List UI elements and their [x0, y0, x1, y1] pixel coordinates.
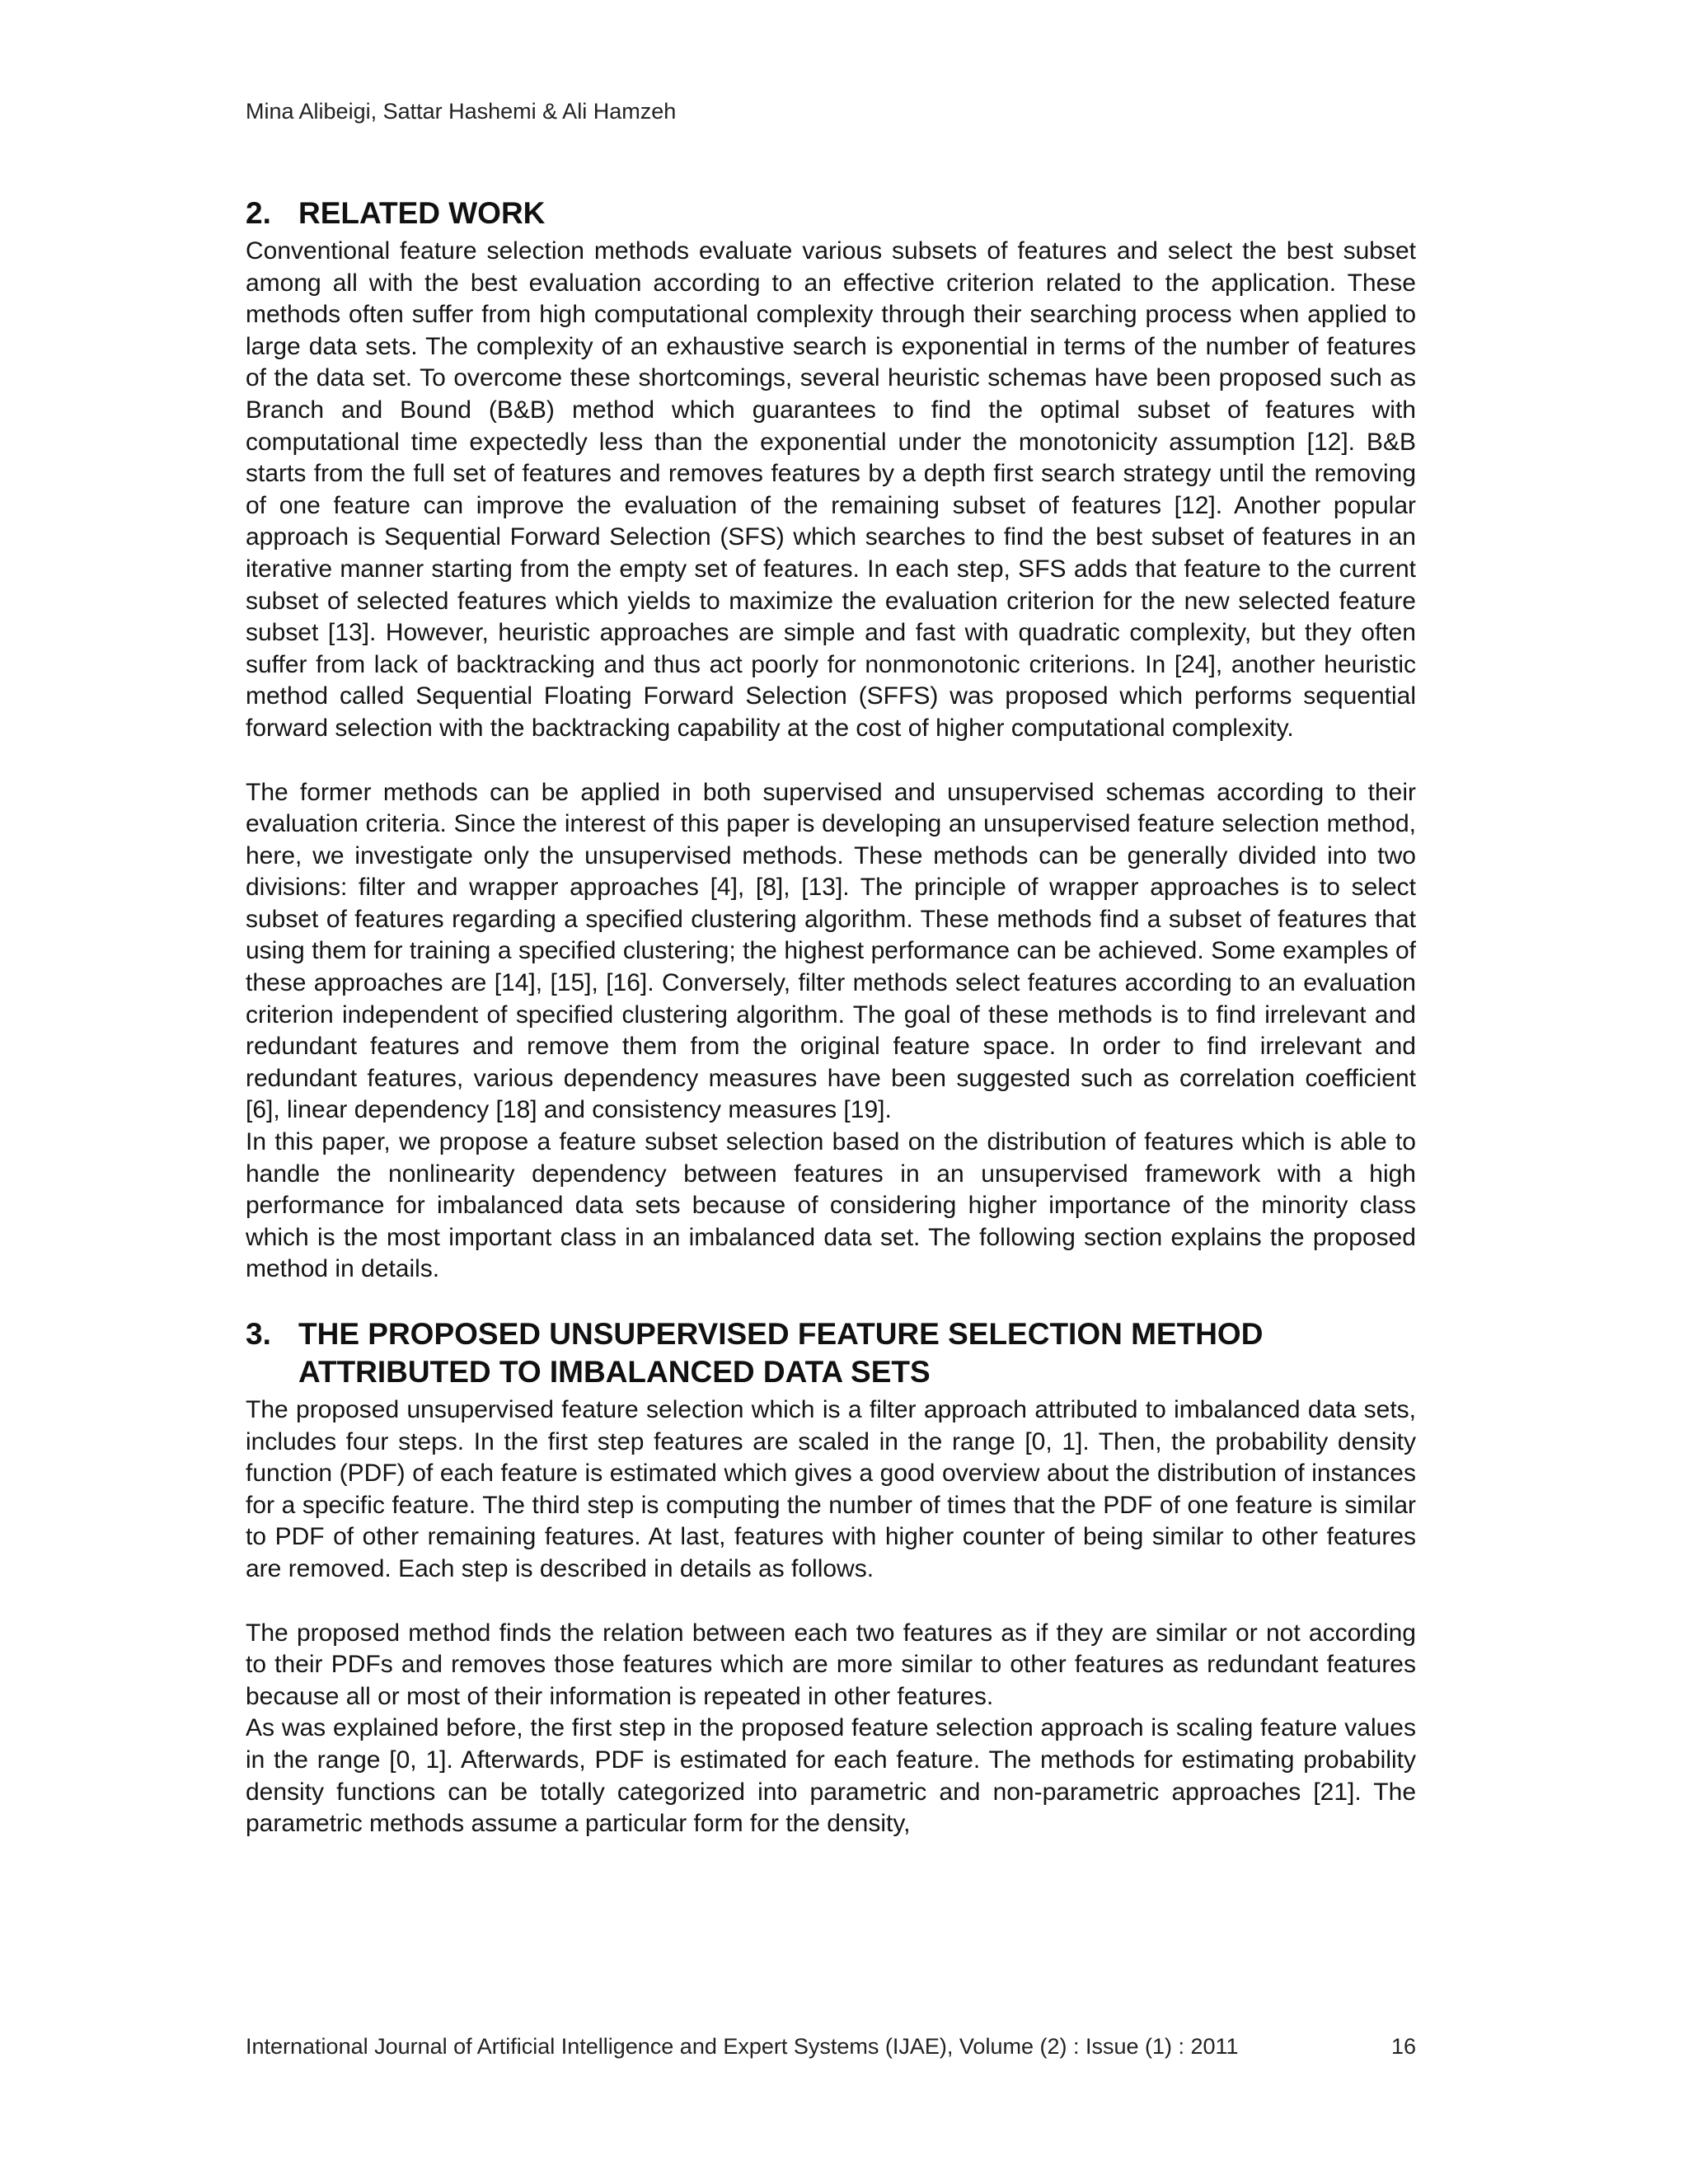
footer-journal-citation: International Journal of Artificial Intelligence and Expert Systems (IJAE), Volume (2) : Issue (1) : 2011 [246, 2034, 1239, 2059]
section-3-title-line-1: THE PROPOSED UNSUPERVISED FEATURE SELECTION METHOD [298, 1317, 1264, 1351]
section-2-paragraph-2: The former methods can be applied in both supervised and unsupervised schemas according to their evaluation criteria. Since the interest of this paper is developing an unsupervised feature selection method, here, we investigate only the unsupervised methods. These methods can be generally divided into two divisions: filter and wrapper approaches [4], [8], [13]. The principle of wrapper approaches is to select subset of features regarding a specified clustering algorithm. These methods find a subset of features that using them for training a specified clustering; the highest performance can be achieved. Some examples of these approaches are [14], [15], [16]. Conversely, filter methods select features according to an evaluation criterion independent of specified clustering algorithm. The goal of these methods is to find irrelevant and redundant features and remove them from the original feature space. In order to find irrelevant and redundant features, various dependency measures have been suggested such as correlation coefficient [6], linear dependency [18] and consistency measures [19]. [246, 778, 1416, 1124]
section-3-heading [246, 1315, 1416, 1391]
footer-page-number: 16 [1390, 2034, 1416, 2059]
section-2-paragraph-3: In this paper, we propose a feature subset selection based on the distribution of features which is able to handle the nonlinearity dependency between features in an unsupervised framework with a high performance for imbalanced data sets because of considering higher importance of the minority class which is the most important class in an imbalanced data set. The following section explains the proposed method in details. [246, 1128, 1416, 1283]
section-2-paragraph-1: Conventional feature selection methods evaluate various subsets of features and select the best subset among all with the best evaluation according to an effective criterion related to the application. These methods often suffer from high computational complexity through their searching process when applied to large data sets. The complexity of an exhaustive search is exponential in terms of the number of features of the data set. To overcome these shortcomings, several heuristic schemas have been proposed such as Branch and Bound (B&B) method which guarantees to find the optimal subset of features with computational time expectedly less than the exponential under the monotonicity assumption [12]. B&B starts from the full set of features and removes features by a depth first search strategy until the removing of one feature can improve the evaluation of the remaining subset of features [12]. Another popular approach is Sequential Forward Selection (SFS) which searches to find the best subset of features in an iterative manner starting from the empty set of features. In each step, SFS adds that feature to the current subset of selected features which yields to maximize the evaluation criterion for the new selected feature subset [13]. However, heuristic approaches are simple and fast with quadratic complexity, but they often suffer from lack of backtracking and thus act poorly for nonmonotonic criterions. In [24], another heuristic method called Sequential Floating Forward Selection (SFFS) was proposed which performs sequential forward selection with the backtracking capability at the cost of higher computational complexity. [246, 237, 1416, 742]
section-3-title [298, 1315, 1416, 1391]
section-2-number: 2. [246, 196, 271, 230]
section-2-heading [246, 194, 1416, 232]
page-footer [246, 2032, 1416, 2060]
section-3-title-line-2: ATTRIBUTED TO IMBALANCED DATA SETS [298, 1355, 931, 1389]
section-3-paragraph-1: The proposed unsupervised feature selection which is a filter approach attributed to imbalanced data sets, includes four steps. In the first step features are scaled in the range [0, 1]. Then, the probability density function (PDF) of each feature is estimated which gives a good overview about the distribution of instances for a specific feature. The third step is computing the number of times that the PDF of one feature is similar to PDF of other remaining features. At last, features with higher counter of being similar to other features are removed. Each step is described in details as follows. [246, 1396, 1416, 1582]
section-3-paragraph-2: The proposed method finds the relation between each two features as if they are similar or not according to their PDFs and removes those features which are more similar to other features as redundant features because all or most of their information is repeated in other features. [246, 1619, 1416, 1710]
section-3-paragraph-3: As was explained before, the first step in the proposed feature selection approach is scaling feature values in the range [0, 1]. Afterwards, PDF is estimated for each feature. The methods for estimating probability density functions can be totally categorized into parametric and non-parametric approaches [21]. The parametric methods assume a particular form for the density, [246, 1714, 1416, 1838]
section-2-title: RELATED WORK [298, 196, 546, 230]
page-body [246, 194, 1416, 1840]
running-header-authors: Mina Alibeigi, Sattar Hashemi & Ali Hamzeh [246, 99, 677, 124]
section-3-number: 3. [246, 1317, 271, 1351]
